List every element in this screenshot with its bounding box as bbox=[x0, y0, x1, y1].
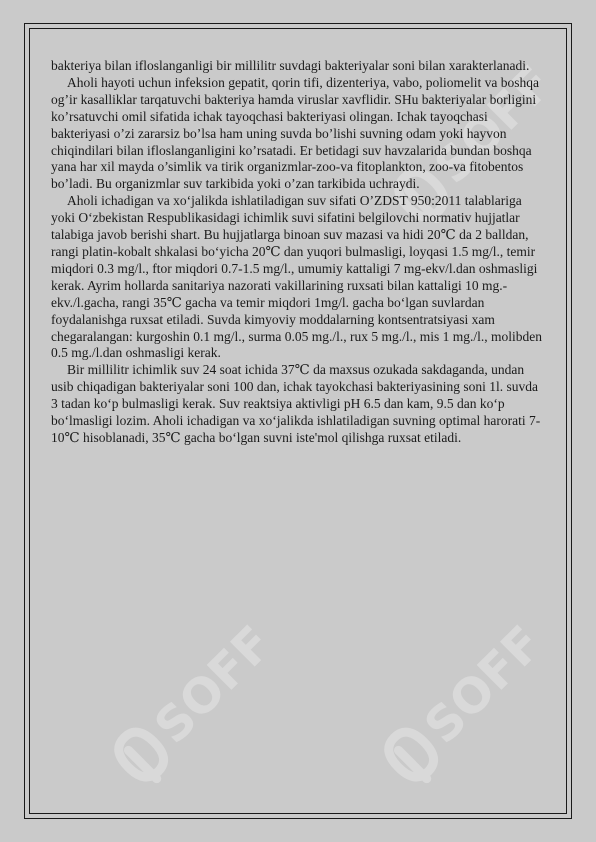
paragraph-drinking-water: Bir millilitr ichimlik suv 24 soat ichida 37℃ da maxsus ozukada sakdaganda, undan usib chiqadigan bakteriyalar soni 100 dan, ichak tayokchasi bakteriyasining soni 1l. suvda 3 tadan ko‘p bulmasligi kerak. Suv reaktsiya aktivligi pH 6.5 dan kam, 9.5 dan ko‘p bo‘lmasligi lozim. Aholi ichadigan va xo‘jalikda ishlatiladigan suvning optimal harorati 7-10℃ hisoblanadi, 35℃ gacha bo‘lgan suvni iste'mol qilishga ruxsat etiladi. bbox=[51, 362, 541, 445]
document-body bbox=[51, 58, 547, 447]
paragraph-continuation: bakteriya bilan ifloslanganligi bir millilitr suvdagi bakteriyalar soni bilan xarakterlanadi. bbox=[51, 58, 530, 73]
watermark-text: SOFF bbox=[423, 55, 564, 195]
paragraph-bacteria: Aholi hayoti uchun infeksion gepatit, qorin tifi, dizenteriya, vabo, poliomelit va boshqa og’ir kasalliklar tarqatuvchi bakteriya hamda viruslar xavflidir. SHu bakteriyalar borligini ko’rsatuvchi omil sifatida ichak tayoqchasi bakteriyasi olingan. Ichak tayoqchasi bakteriyasi o’zi zararsiz bo’lsa ham uning suvda bo’lishi suvning odam yoki hayvon chiqindilari bilan ifloslanganligini ko’rsatadi. Er betidagi suv havzalarida bundan boshqa yana har xil mayda o’simlik va tirik organizmlar-zoo-va fitoplankton, zoo-va fitobentos bo’ladi. Bu organizmlar suv tarkibida yoki o’zan tarkibida uchraydi. bbox=[51, 74, 540, 192]
paragraph-water-standards: Aholi ichadigan va xo‘jalikda ishlatiladigan suv sifati O’ZDST 950:2011 talablariga yoki O‘zbekistan Respublikasidagi ichimlik suvi sifatini belgilovchi normativ hujjatlar talabiga javob berishi shart. Bu hujjatlarga binoan suv mazasi va hidi 20℃ da 2 balldan, rangi platin-kobalt shkalasi bo‘yicha 20℃ dan yuqori bulmasligi, loyqasi 1.5 mg/l., temir miqdori 0.3 mg/l., ftor miqdori 0.7-1.5 mg/l., umumiy kattaligi 7 mg-ekv/l.dan oshmasligi kerak. Ayrim hollarda sanitariya nazorati vakillarining ruxsati bilan kattaligi 10 mg.-ekv./l.gacha, rangi 35℃ gacha va temir miqdori 1mg/l. gacha bo‘lgan suvlardan foydalanishga ruxsat etiladi. Suvda kimyoviy moddalarning kontsentratsiyasi xam chegaralangan: kurgoshin 0.1 mg/l., surma 0.05 mg./l., rux 5 mg./l., mis 1 mg./l., molibden 0.5 mg./l.dan oshmasligi kerak. bbox=[51, 193, 542, 361]
watermark-text: SOFF bbox=[143, 615, 284, 755]
watermark-text: SOFF bbox=[413, 615, 554, 755]
